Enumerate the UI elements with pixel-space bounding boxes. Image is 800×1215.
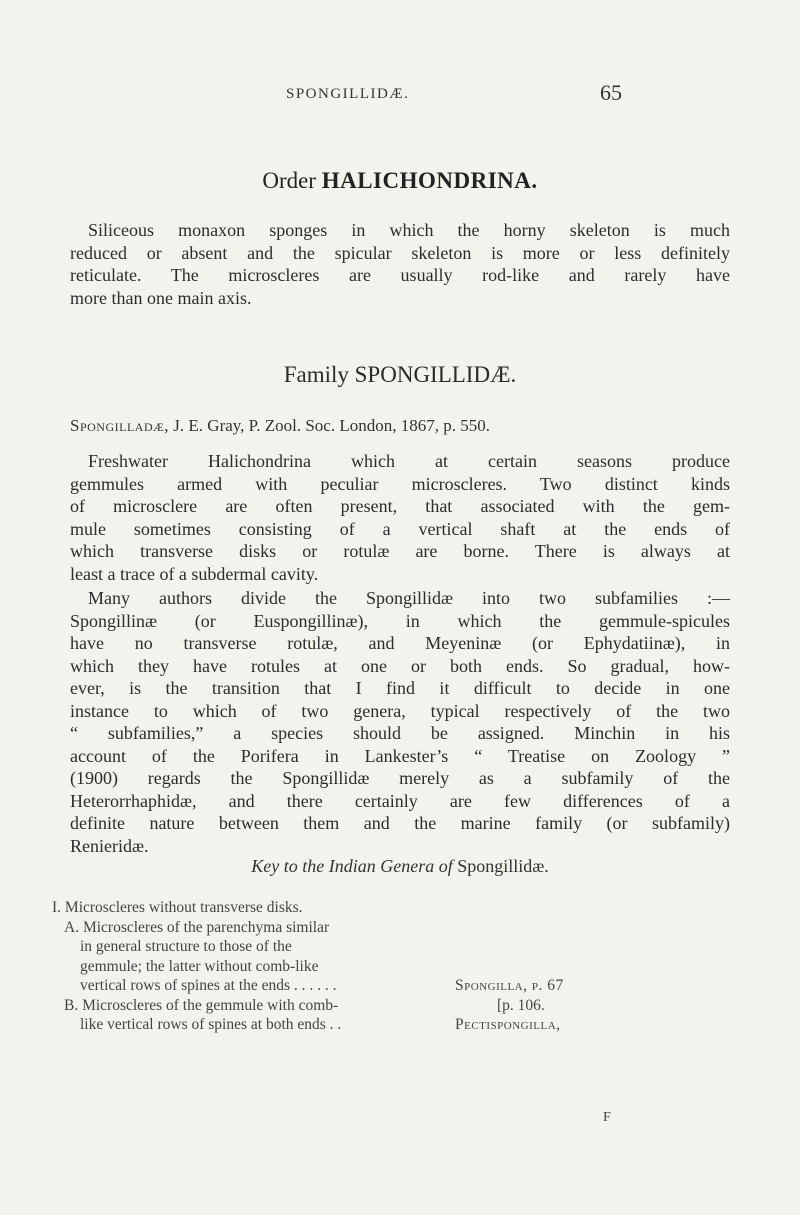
text-line: Heterorrhaphidæ, and there certainly are few differences of a	[70, 790, 730, 811]
text-line: (1900) regards the Spongillidæ merely as a subfamily of the	[70, 768, 730, 788]
synonymy-reference: J. E. Gray, P. Zool. Soc. London, 1867, p. 550.	[169, 416, 490, 435]
text-line: “ subfamilies,” a species should be assigned. Minchin in his	[70, 723, 730, 743]
key-line-reference: Pectispongilla,	[455, 1016, 561, 1033]
genera-key	[52, 898, 752, 1035]
text-line: gemmules armed with peculiar microscleres. Two distinct kinds	[70, 473, 730, 494]
text-line: reduced or absent and the spicular skeleton is more or less definitely	[70, 242, 730, 263]
order-name: HALICHONDRINA.	[321, 168, 538, 193]
key-heading-italic: Key to the Indian Genera of	[251, 856, 453, 876]
text-line: Many authors divide the Spongillidæ into two subfamilies :—	[88, 588, 730, 608]
key-line-text: in general structure to those of the	[80, 938, 292, 955]
text-line: account of the Porifera in Lankester’s “ Treatise on Zoology ”	[70, 745, 730, 766]
family-description	[70, 450, 730, 585]
key-line-text: like vertical rows of spines at both ends . .	[80, 1016, 342, 1033]
order-description	[70, 219, 730, 309]
text-line: Freshwater Halichondrina which at certain seasons produce	[88, 451, 730, 471]
subfamilies-paragraph	[70, 587, 730, 857]
running-head	[0, 80, 800, 110]
key-line	[52, 918, 752, 938]
key-line-reference: [p. 106.	[497, 996, 545, 1014]
page-number: 65	[600, 80, 622, 105]
text-line: which transverse disks or rotulæ are borne. There is always at	[70, 541, 730, 561]
synonymy-name: Spongilladæ,	[70, 416, 170, 435]
key-line-text: gemmule; the latter without comb-like	[80, 957, 319, 975]
signature-mark: F	[603, 1110, 611, 1125]
text-line: instance to which of two genera, typical respectively of the two	[70, 700, 730, 721]
order-prefix: Order	[262, 168, 316, 193]
text-line: ever, is the transition that I find it difficult to decide in one	[70, 678, 730, 698]
key-line-text: B. Microscleres of the gemmule with comb-	[64, 996, 339, 1014]
key-line	[52, 1015, 752, 1035]
text-line: which they have rotules at one or both ends. So gradual, how-	[70, 655, 730, 676]
text-line: of microsclere are often present, that associated with the gem-	[70, 496, 730, 516]
key-line	[52, 976, 752, 996]
key-line	[52, 996, 752, 1016]
key-line-text: A. Microscleres of the parenchyma similar	[64, 918, 330, 936]
key-line-text: vertical rows of spines at the ends . . . . . .	[80, 977, 337, 994]
text-line: Siliceous monaxon sponges in which the horny skeleton is much	[88, 220, 730, 240]
key-line	[52, 937, 752, 957]
text-line: mule sometimes consisting of a vertical shaft at the ends of	[70, 518, 730, 539]
family-synonymy	[70, 416, 730, 436]
key-line	[52, 898, 752, 918]
text-line: reticulate. The microscleres are usually rod-like and rarely have	[70, 265, 730, 285]
family-heading: Family SPONGILLIDÆ.	[283, 362, 517, 387]
order-heading	[0, 168, 800, 194]
text-line: more than one main axis.	[70, 287, 252, 308]
text-line: Spongillinæ (or Euspongillinæ), in which the gemmule-spicules	[70, 610, 730, 631]
key-line	[52, 957, 752, 977]
key-line-text: I. Microscleres without transverse disks.	[52, 899, 303, 916]
key-heading-roman: Spongillidæ.	[452, 856, 549, 876]
key-line-reference: Spongilla, p. 67	[455, 977, 564, 994]
text-line: definite nature between them and the marine family (or subfamily)	[70, 813, 730, 833]
text-line: least a trace of a subdermal cavity.	[70, 563, 319, 584]
key-heading	[0, 856, 800, 877]
running-title: SPONGILLIDÆ.	[286, 86, 410, 102]
text-line: have no transverse rotulæ, and Meyeninæ (or Ephydatiinæ), in	[70, 633, 730, 653]
text-line: Renieridæ.	[70, 835, 149, 856]
